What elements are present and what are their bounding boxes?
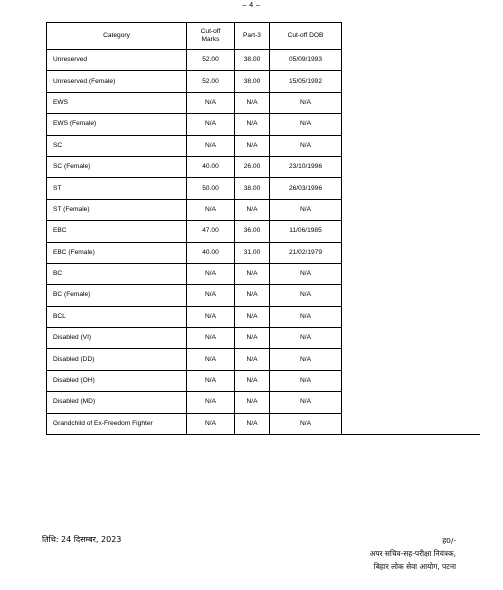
cell-cutoff-dob: N/A xyxy=(270,92,342,113)
cell-part3: N/A xyxy=(235,349,270,370)
cell-cutoff-marks: N/A xyxy=(187,392,235,413)
table-row xyxy=(47,178,342,199)
table-row xyxy=(47,306,342,327)
cell-part3: 31.00 xyxy=(235,242,270,263)
signature-block xyxy=(330,534,456,573)
cell-part3: N/A xyxy=(235,199,270,220)
cell-cutoff-dob: N/A xyxy=(270,263,342,284)
cell-cutoff-marks: N/A xyxy=(187,199,235,220)
cell-part3: N/A xyxy=(235,392,270,413)
signature-mark: ह0/- xyxy=(442,536,456,545)
cell-part3: 36.00 xyxy=(235,221,270,242)
cell-cutoff-marks: 40.00 xyxy=(187,242,235,263)
cell-cutoff-dob: 05/09/1993 xyxy=(270,50,342,71)
cell-cutoff-dob: 23/10/1996 xyxy=(270,156,342,177)
cell-cutoff-dob: N/A xyxy=(270,114,342,135)
cell-cutoff-marks: 47.00 xyxy=(187,221,235,242)
cell-part3: N/A xyxy=(235,135,270,156)
table-row xyxy=(47,156,342,177)
cell-category: ST xyxy=(47,178,187,199)
cell-part3: N/A xyxy=(235,92,270,113)
cell-category: SC (Female) xyxy=(47,156,187,177)
table-row xyxy=(47,242,342,263)
cell-part3: N/A xyxy=(235,263,270,284)
header-cutoff-dob: Cut-off DOB xyxy=(270,23,342,50)
cell-part3: N/A xyxy=(235,370,270,391)
header-part3: Part-3 xyxy=(235,23,270,50)
cell-category: Disabled (DD) xyxy=(47,349,187,370)
cell-cutoff-dob: N/A xyxy=(270,349,342,370)
table-row xyxy=(47,50,342,71)
cell-category: Grandchild of Ex-Freedom Fighter xyxy=(47,413,187,434)
table-row xyxy=(47,328,342,349)
table-row xyxy=(47,370,342,391)
cell-category: BC (Female) xyxy=(47,285,187,306)
cell-part3: N/A xyxy=(235,285,270,306)
table-body xyxy=(47,50,342,435)
footer-date: तिथि: 24 दिसम्बर, 2023 xyxy=(42,535,122,544)
table-row xyxy=(47,263,342,284)
cutoff-table xyxy=(46,22,342,435)
cell-category: EBC xyxy=(47,221,187,242)
cell-cutoff-marks: N/A xyxy=(187,413,235,434)
cell-category: BCL xyxy=(47,306,187,327)
cell-cutoff-marks: N/A xyxy=(187,92,235,113)
table-row xyxy=(47,199,342,220)
cell-cutoff-marks: N/A xyxy=(187,306,235,327)
cell-cutoff-marks: N/A xyxy=(187,114,235,135)
cell-cutoff-marks: 40.00 xyxy=(187,156,235,177)
cell-cutoff-dob: N/A xyxy=(270,370,342,391)
cell-category: Disabled (MD) xyxy=(47,392,187,413)
cell-cutoff-dob: N/A xyxy=(270,306,342,327)
cell-category: EWS (Female) xyxy=(47,114,187,135)
cell-category: Disabled (OH) xyxy=(47,370,187,391)
cell-cutoff-marks: N/A xyxy=(187,263,235,284)
cell-part3: N/A xyxy=(235,306,270,327)
cell-category: Disabled (VI) xyxy=(47,328,187,349)
cell-part3: N/A xyxy=(235,328,270,349)
table-header xyxy=(47,23,342,50)
cell-cutoff-dob: N/A xyxy=(270,199,342,220)
cell-part3: N/A xyxy=(235,114,270,135)
cell-category: Unreserved xyxy=(47,50,187,71)
cell-cutoff-dob: 21/02/1979 xyxy=(270,242,342,263)
cell-cutoff-marks: 50.00 xyxy=(187,178,235,199)
cell-cutoff-marks: N/A xyxy=(187,370,235,391)
cell-part3: 38.00 xyxy=(235,50,270,71)
cell-category: BC xyxy=(47,263,187,284)
cell-part3: 38.00 xyxy=(235,71,270,92)
table-row xyxy=(47,349,342,370)
page-number: – 4 – xyxy=(242,2,261,9)
cell-cutoff-marks: N/A xyxy=(187,285,235,306)
header-cutoff-line2: Marks xyxy=(201,36,220,43)
cell-category: Unreserved (Female) xyxy=(47,71,187,92)
cell-cutoff-marks: N/A xyxy=(187,328,235,349)
cell-cutoff-marks: N/A xyxy=(187,135,235,156)
cell-cutoff-marks: 52.00 xyxy=(187,50,235,71)
cell-cutoff-marks: N/A xyxy=(187,349,235,370)
cell-cutoff-dob: 15/05/1992 xyxy=(270,71,342,92)
cell-cutoff-dob: 11/06/1985 xyxy=(270,221,342,242)
table-row xyxy=(47,392,342,413)
cell-part3: N/A xyxy=(235,413,270,434)
cell-part3: 38.00 xyxy=(235,178,270,199)
table-row xyxy=(47,114,342,135)
cell-category: EWS xyxy=(47,92,187,113)
table-row xyxy=(47,135,342,156)
header-cutoff-marks xyxy=(187,23,235,50)
table-row xyxy=(47,92,342,113)
cell-cutoff-dob: 26/03/1996 xyxy=(270,178,342,199)
cell-category: EBC (Female) xyxy=(47,242,187,263)
cell-cutoff-marks: 52.00 xyxy=(187,71,235,92)
table-row xyxy=(47,221,342,242)
cell-category: ST (Female) xyxy=(47,199,187,220)
header-cutoff-line1: Cut-off xyxy=(200,28,221,35)
horizontal-rule xyxy=(46,434,480,435)
signatory-office: बिहार लोक सेवा आयोग, पटना xyxy=(373,562,456,571)
cell-category: SC xyxy=(47,135,187,156)
table-row xyxy=(47,71,342,92)
cell-cutoff-dob: N/A xyxy=(270,328,342,349)
cell-cutoff-dob: N/A xyxy=(270,285,342,306)
cell-cutoff-dob: N/A xyxy=(270,392,342,413)
signatory-designation: अपर सचिव-सह-परीक्षा नियंत्रक, xyxy=(369,549,456,558)
cell-cutoff-dob: N/A xyxy=(270,135,342,156)
table-row xyxy=(47,285,342,306)
table-row xyxy=(47,413,342,434)
cell-cutoff-dob: N/A xyxy=(270,413,342,434)
cell-part3: 26.00 xyxy=(235,156,270,177)
header-category: Category xyxy=(47,23,187,50)
